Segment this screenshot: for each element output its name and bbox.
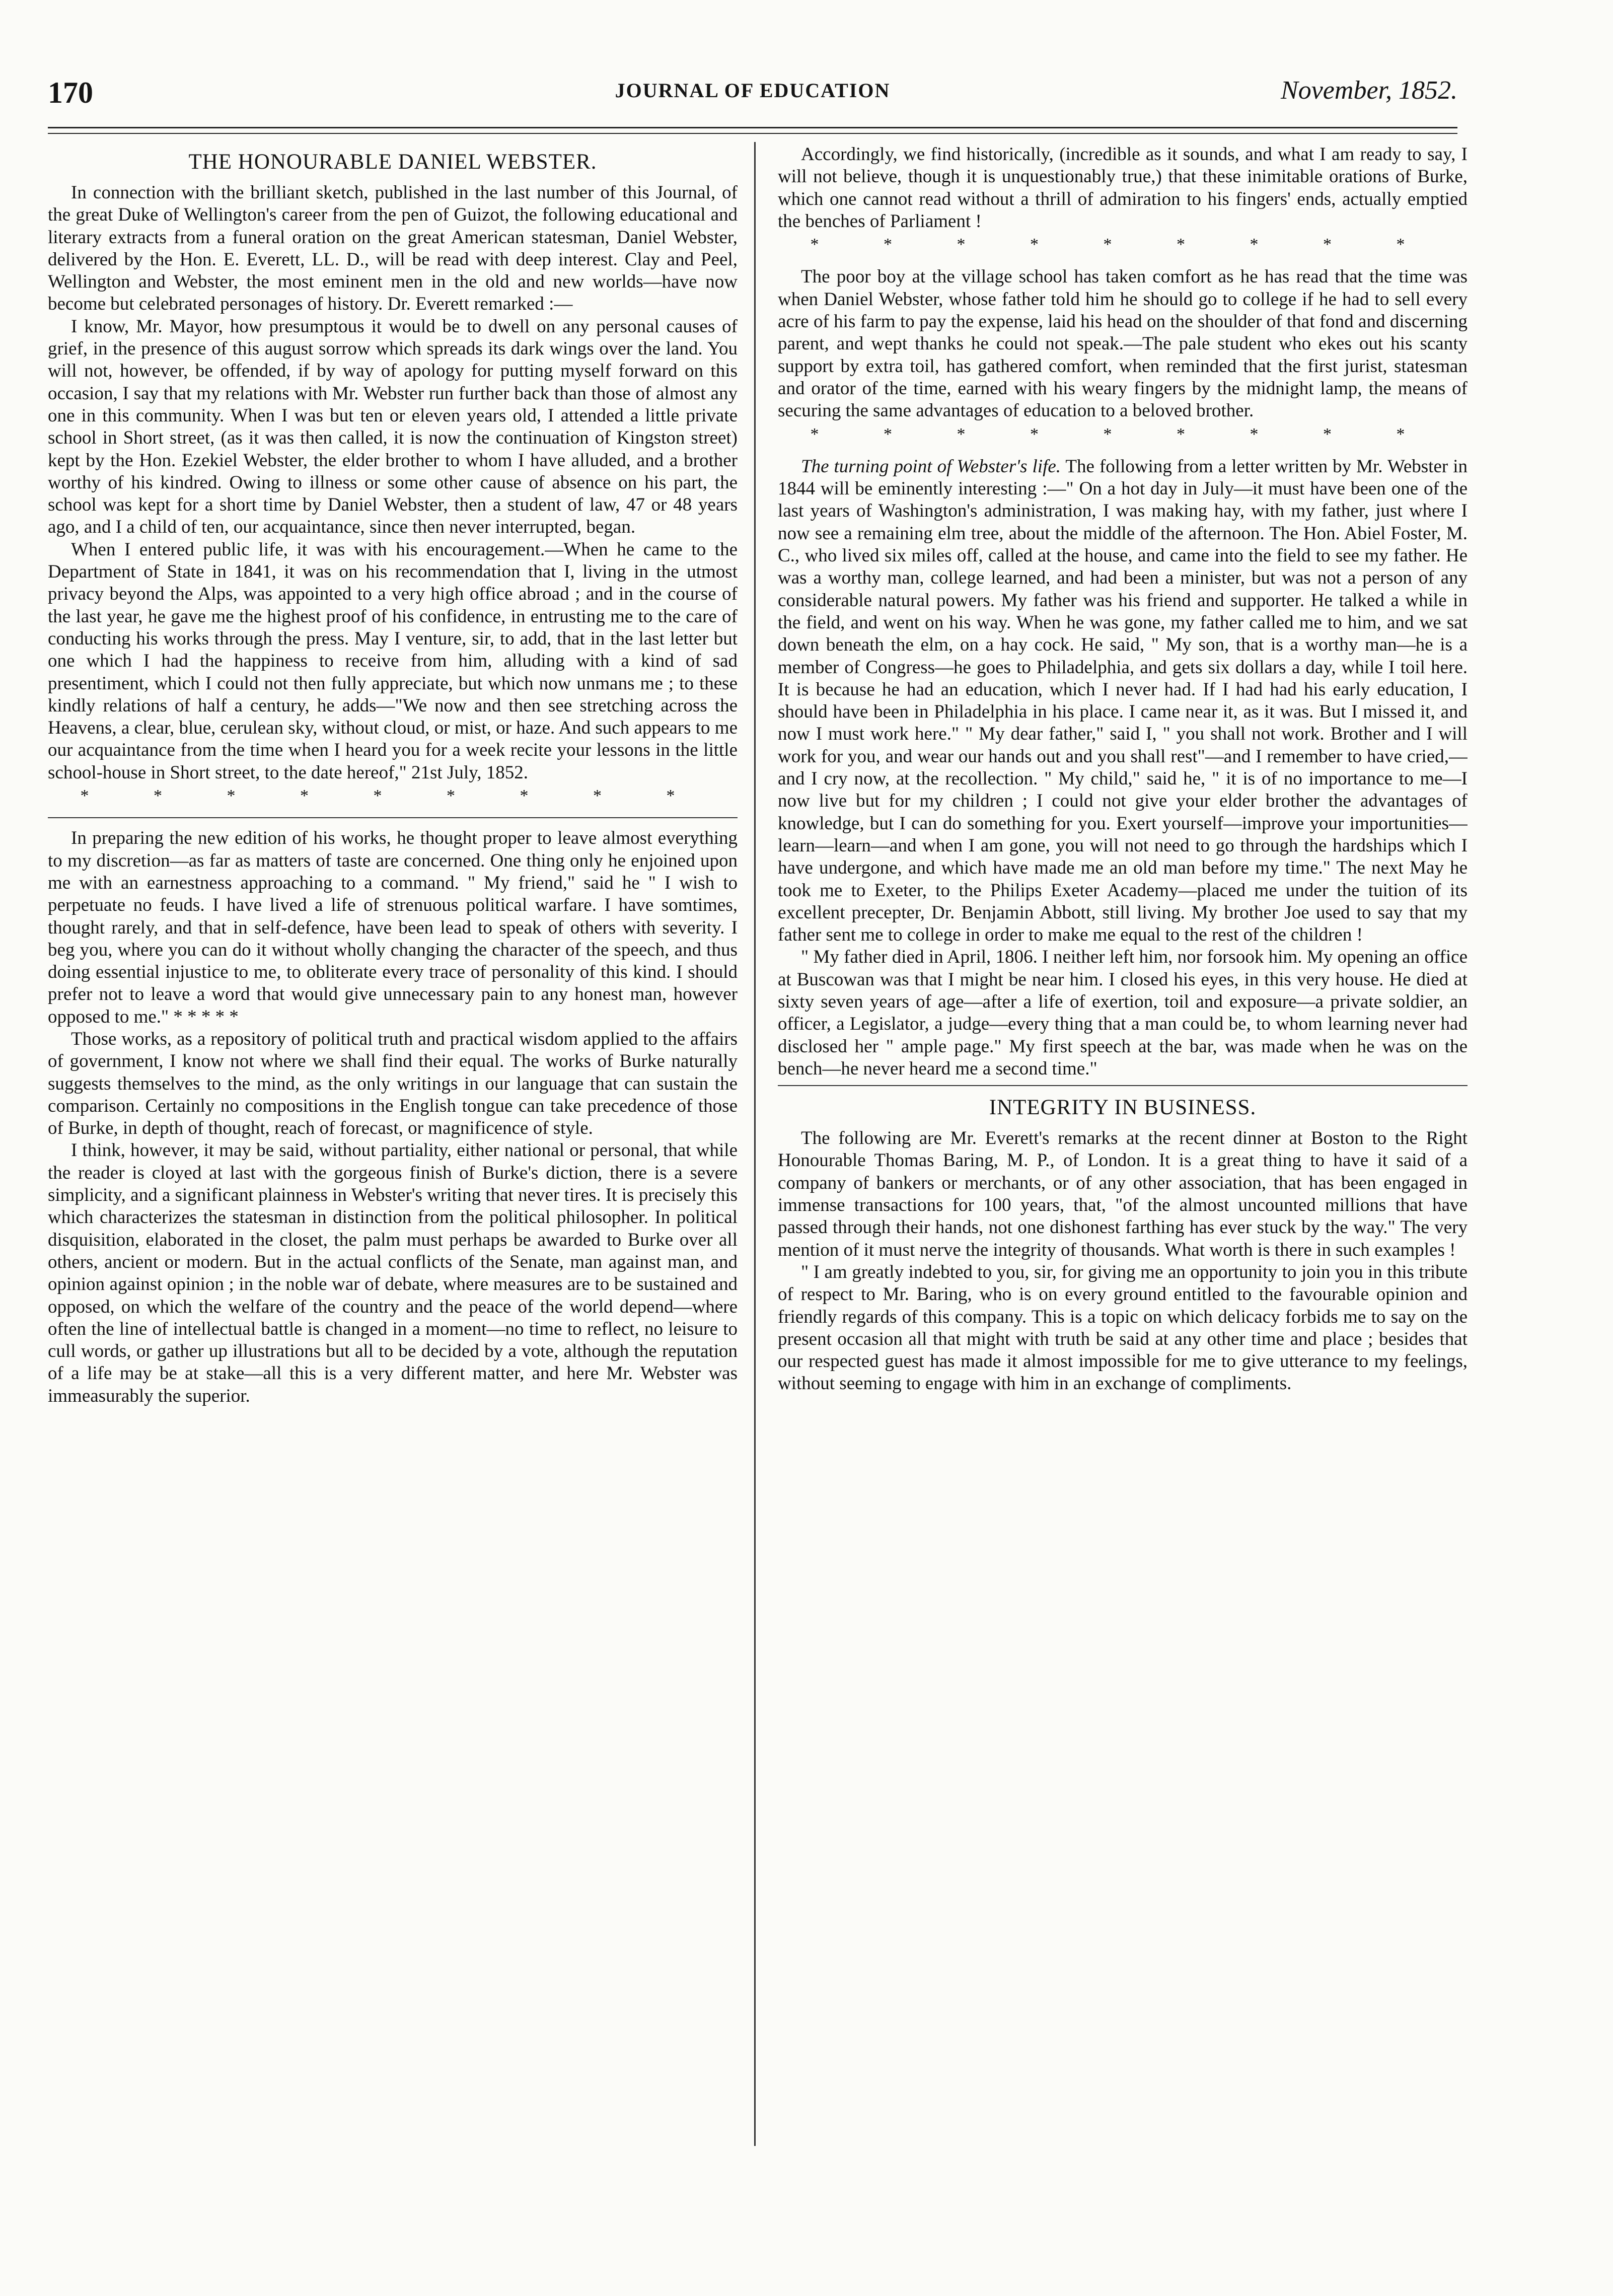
page-number: 170 [48,76,93,109]
header-rule [48,127,1457,128]
paragraph: " My father died in April, 1806. I neither left him, nor forsook him. My opening an office at Buscowan was that I might be near him. I closed his eyes, in this very house. He died at sixty seven years of age—after a life of exertion, toil and exposure—a private soldier, an officer, a Legislator, a judge—every thing that a man could be, to whom learning never had disclosed her " ample page." My first speech at the bar, was made when he was on the bench—he never heard me a second time." [778,947,1468,1079]
header-rule-double [48,133,1457,134]
article-title-integrity: INTEGRITY IN BUSINESS. [989,1096,1257,1120]
section-rule [48,817,738,818]
section-rule [778,1085,1468,1086]
section-stars: * * * * * * * * * [810,424,1435,444]
running-header [48,76,1457,121]
paragraph: I know, Mr. Mayor, how presumptous it would be to dwell on any personal causes of grief, in the presence of this august sorrow which spreads its dark wings over the land. You will not, however, be offended, if by way of apology for putting myself forward on this occasion, I say that my relations with Mr. Webster run further back than those of almost any one in this community. When I was but ten or eleven years old, I attended a little private school in Short street, (as it was then called, it is now the continuation of Kingston street) kept by the Hon. Ezekiel Webster, the elder brother to whom I have alluded, and a brother worthy of his kindred. Owing to illness or some other cause of absence on his part, the school was kept for a short time by Daniel Webster, then a student of law, 47 or 48 years ago, and I a child of ten, our acquaintance, since then never interrupted, began. [48,316,738,538]
section-stars: * * * * * * * * * [810,235,1435,254]
section-stars: * * * * * * * * * [80,786,705,806]
paragraph: Those works, as a repository of political truth and practical wisdom applied to the affairs of government, I know not where we shall find their equal. The works of Burke naturally suggests themselves to the mind, as the only writings in our language that can sustain the comparison. Certainly no compositions in the English tongue can take precedence of those of Burke, in depth of thought, reach of forecast, or magnificence of style. [48,1028,738,1139]
paragraph: When I entered public life, it was with his encouragement.—When he came to the Department of State in 1841, it was on his recommendation that I, living in the utmost privacy beyond the Alps, was appointed to a very high office abroad ; and in the course of the last year, he gave me the highest proof of his confidence, in entrusting me to the care of conducting his works through the press. May I venture, sir, to add, that in the last letter but one which I had the happiness to receive from him, alluding with a kind of sad presentiment, which I could not then fully appreciate, but which now unmans me ; to these kindly relations of half a century, he adds—"We now and then see stretching across the Heavens, a clear, blue, cerulean sky, without cloud, or mist, or haze. And such appears to me our acquaintance from the time when I heard you for a week recite your lessons in the little school-house in Short street, to the date hereof," 21st July, 1852. [48,539,738,783]
turning-point-lead: The turning point of Webster's life. [801,456,1061,477]
paragraph: " I am greatly indebted to you, sir, for giving me an opportunity to join you in this tribute of respect to Mr. Baring, who is on every ground entitled to the favourable opinion and friendly regards of this company. This is a topic on which delicacy forbids me to say on the present occasion all that might with truth be said at any other time and place ; besides that our respected guest has made it almost impossible for me to give utterance to my feelings, without seeming to engage with him in an exchange of compliments. [778,1261,1468,1394]
column-divider [754,142,756,2146]
paragraph: The following are Mr. Everett's remarks at the recent dinner at Boston to the Right Honourable Thomas Baring, M. P., of London. It is a great thing to have it said of a company of bankers or merchants, or of any other association, that has been engaged in immense transactions for 100 years, that, "of the almost uncounted millions that have passed through their hands, not one dishonest farthing has ever stuck by the way." The very mention of it must nerve the integrity of thousands. What worth is there in such examples ! [778,1128,1468,1260]
paragraph: Accordingly, we find historically, (incredible as it sounds, and what I am ready to say, I will not believe, though it is unquestionably true,) that these inimitable orations of Burke, which one cannot read without a thrill of admiration to his fingers' ends, actually emptied the benches of Parliament ! [778,144,1468,232]
article-title-webster: THE HONOURABLE DANIEL WEBSTER. [188,150,597,174]
paragraph: In preparing the new edition of his works, he thought proper to leave almost everything to my discretion—as far as matters of taste are concerned. One thing only he enjoined upon me with an earnestness approaching to a command. " My friend," said he " I wish to perpetuate no feuds. I have lived a life of strenuous political warfare. I have somtimes, thought rarely, and that in self-defence, have been lead to speak of others with severity. I beg you, where you can do it without wholly changing the character of the speech, and thus doing essential injustice to me, to obliterate every trace of personality of this kind. I should prefer not to leave a word that would give unnecessary pain to any honest man, however opposed to me." * * * * * [48,828,738,1027]
issue-date: November, 1852. [1281,76,1457,105]
paragraph-turning-point [778,456,1468,947]
journal-title: JOURNAL OF EDUCATION [615,79,891,102]
paragraph: In connection with the brilliant sketch, published in the last number of this Journal, of the great Duke of Wellington's career from the pen of Guizot, the following educational and literary extracts from a funeral oration on the great American statesman, Daniel Webster, delivered by the Hon. E. Everett, LL. D., will be read with deep interest. Clay and Peel, Wellington and Webster, the most eminent men in the old and new worlds—have now become but celebrated personages of history. Dr. Everett remarked :— [48,182,738,315]
paragraph: The poor boy at the village school has taken comfort as he has read that the time was when Daniel Webster, whose father told him he should go to college if he had to sell every acre of his farm to pay the expense, laid his head on the shoulder of that fond and discerning parent, and wept thanks he could not speak.—The pale student who ekes out his scanty support by extra toil, has gathered comfort, when reminded that the first jurist, statesman and orator of the time, earned with his weary fingers by the midnight lamp, the means of securing the same advantages of education to a beloved brother. [778,266,1468,421]
right-column [778,144,1468,2147]
turning-point-text: The following from a letter written by Mr. Webster in 1844 will be eminently interesting :—" On a hot day in July—it must have been one of the last years of Washington's administration, I was making hay, with my father, just where I now see a remaining elm tree, about the middle of the afternoon. The Hon. Abiel Foster, M. C., who lived six miles off, called at the house, and came into the field to see my father. He was a worthy man, college learned, and had been a minister, but was not a person of any considerable natural powers. My father was his friend and supporter. He talked a while in the field, and went on his way. When he was gone, my father called me to him, and we sat down beneath the elm, on a hay cock. He said, " My son, that is a worthy man—he is a member of Congress—he goes to Philadelphia, and gets six dollars a day, while I toil here. It is because he had an education, which I never had. If I had had his early education, I should have been in Philadelphia in his place. I came near it, as it was. But I missed it, and now I must work here." " My dear father," said I, " you shall not work. Brother and I will work for you, and wear our hands out and you shall rest"—and I remember to have cried,—and I cry now, at the recollection. " My child," said he, " it is of no importance to me—I now live but for my children ; I could not give your elder brother the advantages of knowledge, but I can do something for you. Exert yourself—improve your importunities—learn—learn—and when I am gone, you will not need to go through the hardships which I have undergone, and which have made me an old man before my time." The next May he took me to Exeter, to the Philips Exeter Academy—placed me under the tuition of its excellent precepter, Dr. Benjamin Abbott, still living. My brother Joe used to say that my father sent me to college in order to make me equal to the rest of the children ! [778,456,1468,946]
left-column [48,144,738,2147]
paragraph: I think, however, it may be said, without partiality, either national or personal, that while the reader is cloyed at last with the gorgeous finish of Burke's diction, there is a severe simplicity, and a significant plainness in Webster's writing that never tires. It is precisely this which characterizes the statesman in distinction from the political philosopher. In political disquisition, elaborated in the closet, the palm must perhaps be awarded to Burke over all others, ancient or modern. But in the actual conflicts of the Senate, man against man, and opinion against opinion ; in the noble war of debate, where measures are to be sustained and opposed, on which the welfare of the country and the peace of the world depend—where often the line of intellectual battle is changed in a moment—no time to reflect, no leisure to cull words, or gather up illustrations but all to be decided by a vote, although the reputation of a life may be at stake—all this is a very different matter, and here Mr. Webster was immeasurably the superior. [48,1140,738,1406]
